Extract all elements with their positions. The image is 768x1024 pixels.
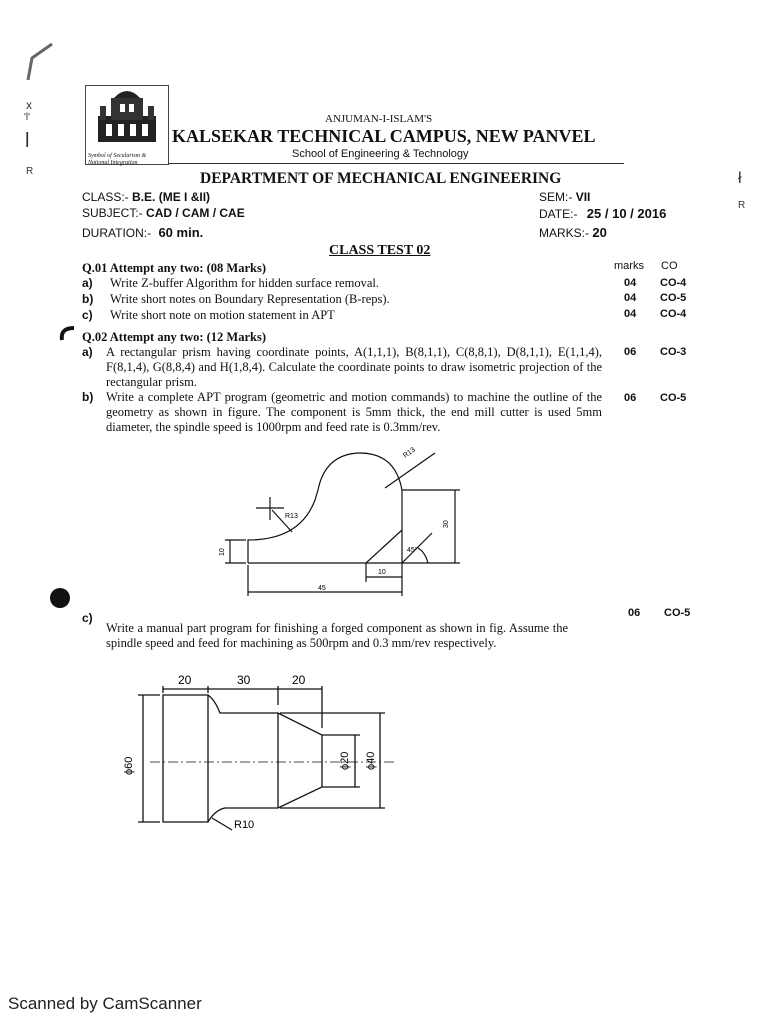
fig2-r10: R10 [234, 819, 255, 831]
q1-b-co: CO-5 [660, 292, 687, 304]
q1-c-label: c) [82, 308, 93, 322]
college-logo [85, 85, 169, 165]
scan-hole-dot [50, 588, 70, 608]
q1-a-marks: 04 [624, 277, 637, 289]
q1-a-co: CO-4 [660, 277, 687, 289]
q2-b-text: Write a complete APT program (geometric and motion commands) to machine the outline of the geometry as shown in figure. The component is 5mm thick, the end mill cutter is used 5mm diameter, the spindle speed is 1000rpm and feed rate is 0.3mm/rev. [106, 390, 602, 434]
q2-a-marks: 06 [624, 346, 637, 358]
q2-c-label: c) [82, 611, 93, 625]
margin-mark: R [26, 166, 34, 177]
marks-info: MARKS:- 20 [539, 225, 607, 240]
margin-mark: 'l' [24, 112, 31, 123]
margin-mark: l [25, 130, 30, 152]
q2-c-co: CO-5 [664, 607, 691, 619]
fig2-dia-20: ϕ20 [339, 751, 351, 770]
turned-component-figure [110, 665, 410, 840]
fig1-r13-top: R13 [402, 446, 417, 460]
marks-column-header: marks [614, 260, 644, 272]
sem-info: SEM:- VII [539, 190, 591, 204]
test-title: CLASS TEST 02 [329, 243, 431, 258]
school-name: School of Engineering & Technology [292, 148, 469, 160]
class-info: CLASS:- B.E. (ME I &II) [82, 190, 211, 204]
subject-info: SUBJECT:- CAD / CAM / CAE [82, 206, 245, 220]
fig1-dim-30: 30 [443, 520, 450, 528]
fig2-dim-20b: 20 [292, 673, 306, 687]
header-rule [168, 163, 624, 164]
fig1-r13-left: R13 [285, 513, 298, 520]
margin-mark: х [26, 98, 32, 112]
scan-mark-top-left [22, 40, 62, 85]
q1-c-text: Write short note on motion statement in APT [110, 308, 335, 322]
building-emblem-icon [86, 86, 168, 148]
q1-a-text: Write Z-buffer Algorithm for hidden surface removal. [110, 276, 379, 290]
fig1-dim-10-left: 10 [219, 548, 226, 556]
margin-mark: R [738, 200, 746, 211]
apt-outline-figure [210, 440, 480, 600]
q2-heading: Q.02 Attempt any two: (12 Marks) [82, 330, 267, 344]
fig1-dim-10-bottom: 10 [378, 569, 386, 576]
co-column-header: CO [661, 260, 678, 272]
q2-c-text: Write a manual part program for finishing a forged component as shown in fig. Assume the spindle speed and feed for machining as 500rpm and 0.3 mm/rev respectively. [106, 621, 568, 650]
fig2-dia-40: ϕ40 [365, 751, 377, 770]
q2-b-co: CO-5 [660, 392, 687, 404]
margin-mark: ł [738, 170, 742, 187]
fig1-dim-45: 45 [318, 585, 326, 592]
fig1-angle: 45° [407, 547, 418, 554]
fig2-dia-60: ϕ60 [123, 756, 135, 775]
q1-a-label: a) [82, 276, 93, 290]
q2-c-marks: 06 [628, 607, 641, 619]
q1-heading: Q.01 Attempt any two: (08 Marks) [82, 261, 267, 275]
q2-a-label: a) [82, 345, 93, 359]
q2-b-marks: 06 [624, 392, 637, 404]
fig2-dim-20a: 20 [178, 673, 192, 687]
org-line: ANJUMAN-I-ISLAM'S [325, 113, 433, 125]
date-info: DATE:- 25 / 10 / 2016 [539, 206, 667, 221]
q1-c-marks: 04 [624, 308, 637, 320]
scanner-watermark: Scanned by CamScanner [8, 994, 202, 1013]
q2-b-label: b) [82, 390, 94, 404]
q2-a-co: CO-3 [660, 346, 687, 358]
duration-info: DURATION:- 60 min. [82, 225, 204, 240]
q1-c-co: CO-4 [660, 308, 687, 320]
logo-caption: Symbol of Secularism & National Integration [88, 153, 147, 166]
institute-name: KALSEKAR TECHNICAL CAMPUS, NEW PANVEL [172, 126, 596, 146]
scan-hole-mark [58, 324, 78, 344]
q1-b-label: b) [82, 292, 94, 306]
q1-b-text: Write short notes on Boundary Representation (B-reps). [110, 292, 390, 306]
q1-b-marks: 04 [624, 292, 637, 304]
q2-a-text: A rectangular prism having coordinate points, A(1,1,1), B(8,1,1), C(8,8,1), D(8,1,1), E(1,1,4), F(8,1,4), G(8,8,4) and H(1,8,4). Calculate the coordinate points to draw isometric projection of the rectangular prism. [106, 345, 602, 389]
department-title: DEPARTMENT OF MECHANICAL ENGINEERING [200, 170, 562, 187]
fig2-dim-30: 30 [237, 673, 251, 687]
